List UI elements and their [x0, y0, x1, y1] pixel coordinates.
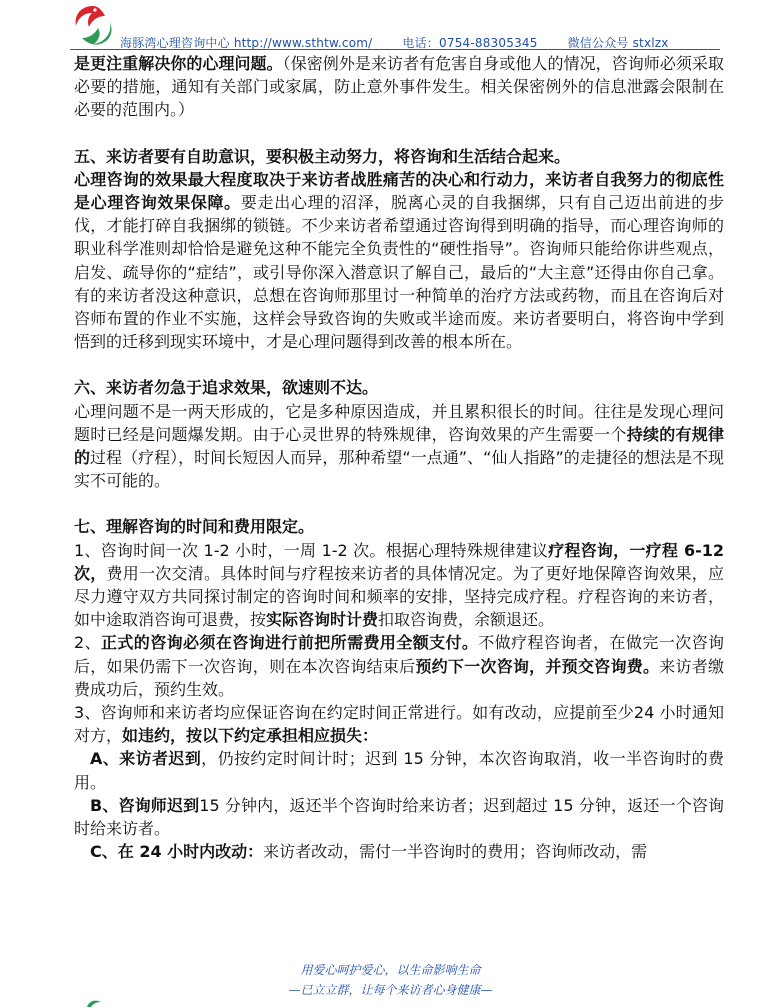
dolphin-logo-icon [70, 2, 116, 48]
header-org: 海豚湾心理咨询中心 http://www.sthtw.com/ [120, 36, 373, 50]
section-5-heading: 五、来访者要有自助意识，要积极主动努力，将咨询和生活结合起来。 [74, 146, 571, 166]
footer-dolphin-icon [86, 998, 102, 1008]
item-A-text: ，仍按约定时间计时；迟到 15 分钟，本次咨询取消，收一半咨询时的费用。 [74, 749, 724, 792]
item-3-bold-b: 如违约，按以下约定承担相应损失： [122, 726, 379, 746]
item-2-text-e: 来访者缴费成功后，预约生效。 [74, 656, 724, 699]
section-5-paragraph [74, 168, 724, 354]
section-6-heading: 六、来访者勿急于追求效果，欲速则不达。 [74, 378, 379, 398]
item-2-text-c: 不做疗程咨询者，在做完一次咨询后，如果仍需下一次咨询，则在本次咨询结束后 [74, 633, 724, 676]
item-2-text-a: 2、 [74, 633, 101, 653]
item-A-bold: A、来访者迟到 [90, 749, 202, 769]
section-6-text-2: 过程（疗程），时间长短因人而异，那种希望“一点通”、“仙人指路”的走捷径的想法是不现实不可能的。 [74, 448, 724, 491]
item-1-bold-d: 实际咨询时计费 [266, 610, 379, 630]
section-7-item-C [74, 840, 724, 863]
item-2-bold-d: 预约下一次咨询，并预交咨询费。 [415, 656, 660, 676]
item-C-bold: C、在 24 小时内改动： [90, 842, 264, 862]
item-1-text-a: 1、咨询时间一次 1-2 小时，一周 1-2 次。根据心理特殊规律建议 [74, 540, 549, 560]
section-7-item-A [74, 747, 724, 793]
footer-slogan-1: 用爱心呵护爱心，以生命影响生命 [300, 963, 481, 977]
section-7-heading: 七、理解咨询的时间和费用限定。 [74, 517, 315, 537]
header-wechat: 微信公众号 stxlzx [567, 36, 669, 50]
section-7-item-1 [74, 539, 724, 632]
item-B-bold: B、咨询师迟到 [90, 795, 200, 815]
section-5-text: 要走出心理的沼泽，脱离心灵的自我捆绑，只有自己迈出前进的步伐，才能打碎自我捆绑的锁链。不少来访者希望通过咨询得到明确的指导，而心理咨询师的职业科学准则却恰恰是避免这种不能完全负责性的“硬性指导”。咨询师只能给你讲些观点，启发、疏导你的“症结”，或引导你深入潜意识了解自己，最后的“大主意”还得由你自己拿。有的来访者没这种意识，总想在咨询师那里讨一种简单的治疗方法或药物，而且在咨询后对咨师布置的作业不实施，这样会导致咨询的失败或半途而废。来访者要明白，将咨询中学到悟到的迁移到现实环境中，才是心理问题得到改善的根本所在。 [74, 193, 724, 352]
footer-slogan-2: —已立立群，让每个来访者心身健康— [288, 983, 493, 997]
page-header [0, 0, 781, 56]
section-6-paragraph [74, 400, 724, 493]
item-B-text: 15 分钟内，返还半个咨询时给来访者；迟到超过 15 分钟，返还一个咨询时给来访者。 [74, 795, 725, 839]
continued-bold: 是更注重解决你的心理问题。 [74, 54, 283, 73]
continued-paragraph [74, 52, 724, 122]
section-6-text-1: 心理问题不是一两天形成的，它是多种原因造成，并且累积很长的时间。往往是发现心理问题时已经是问题爆发期。由于心灵世界的特殊规律，咨询效果的产生需要一个 [74, 401, 724, 444]
section-6-bold: 持续的有规律的 [74, 424, 724, 468]
item-1-text-c: 费用一次交清。具体时间与疗程按来访者的具体情况定。为了更好地保障咨询效果，应尽力遵守双方共同探讨制定的咨询时间和频率的安排，坚持完成疗程。疗程咨询的来访者，如中途取消咨询可退费，按 [74, 563, 724, 630]
section-5-bold: 心理咨询的效果最大程度取决于来访者战胜痛苦的决心和行动力，来访者自我努力的彻底性是心理咨询效果保障。 [74, 169, 724, 213]
item-2-bold-b: 正式的咨询必须在咨询进行前把所需费用全额支付。 [101, 633, 479, 653]
item-C-text: 来访者改动，需付一半咨询时的费用；咨询师改动，需 [263, 842, 648, 862]
item-1-text-e: 扣取咨询费，余额退还。 [378, 610, 555, 630]
header-phone: 电话：0754-88305345 [402, 36, 538, 50]
section-7-item-B [74, 794, 724, 840]
page-footer [0, 960, 781, 1000]
document-body [74, 52, 724, 864]
section-7-item-3 [74, 701, 724, 747]
item-3-text-a: 3、咨询师和来访者均应保证咨询在约定时间正常进行。如有改动，应提前至少24 小时通知对方， [74, 703, 724, 746]
header-contact-line [120, 34, 695, 51]
item-1-bold-b: 疗程咨询，一疗程 6-12 次， [74, 540, 724, 583]
continued-text: （保密例外是来访者有危害自身或他人的情况，咨询师必须采取必要的措施，通知有关部门或家属，防止意外事件发生。相关保密例外的信息泄露会限制在必要的范围内。） [74, 54, 724, 120]
section-7-item-2 [74, 631, 724, 701]
